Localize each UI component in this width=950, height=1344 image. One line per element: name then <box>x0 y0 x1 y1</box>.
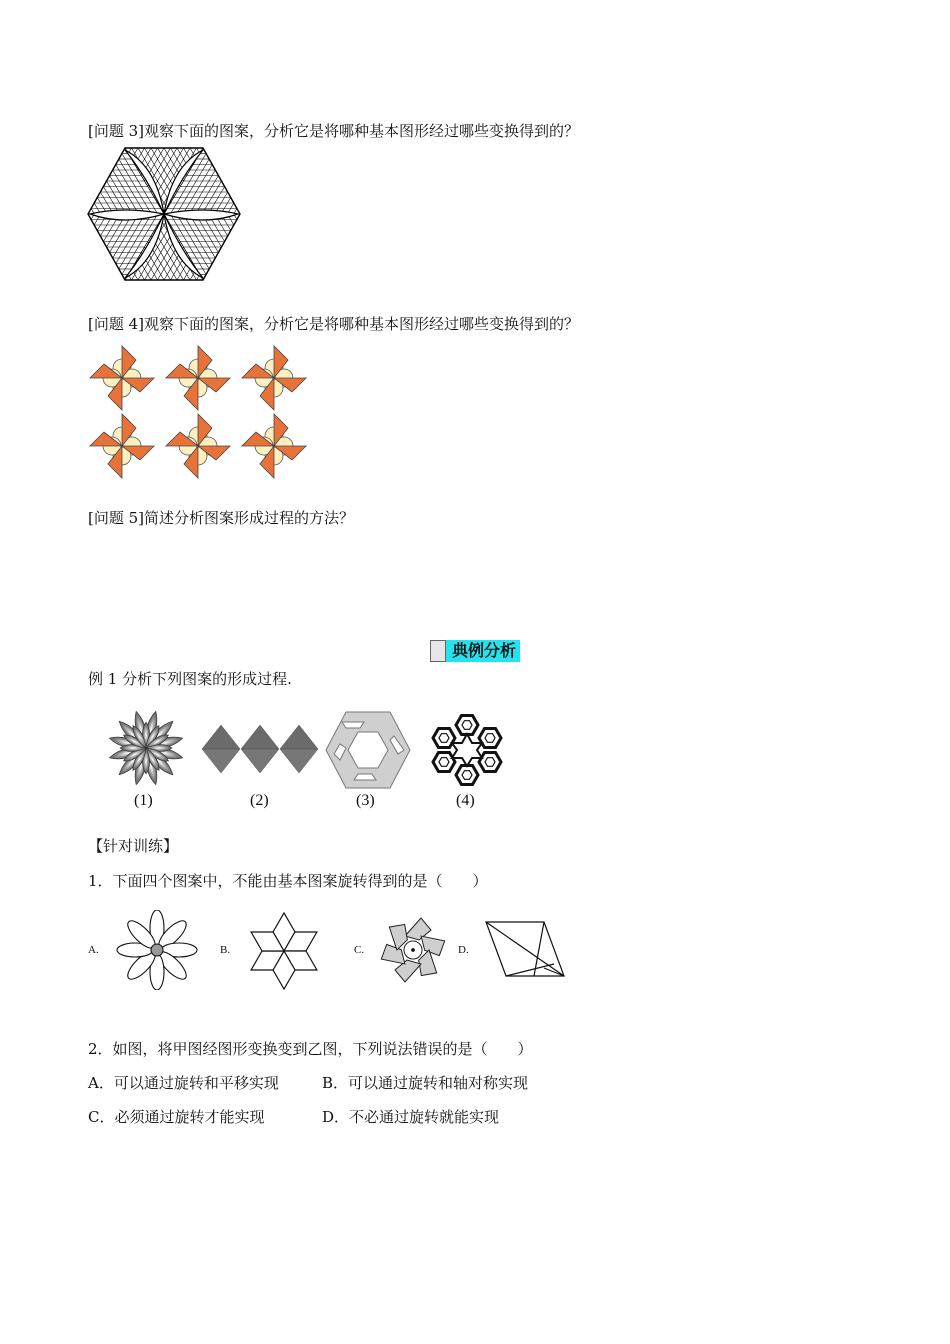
section-heading-text: 典例分析 <box>446 640 520 662</box>
section-heading-marker <box>430 640 446 662</box>
hexagon-string-art-figure <box>86 146 242 282</box>
question-5: [问题 5]简述分析图案形成过程的方法？ <box>88 509 355 527</box>
example1-figure-3-hexagon-ribbon <box>324 710 412 790</box>
exercise1-option-d-label: D. <box>458 944 469 956</box>
exercise1-option-b-star <box>244 910 324 992</box>
exercise2-choice-a: A．可以通过旋转和平移实现 <box>88 1074 279 1092</box>
example1-figure-2-triangles <box>202 724 318 774</box>
example1-caption-2: (2) <box>250 792 269 809</box>
exercise1-option-c-label: C. <box>354 944 365 956</box>
example1-figure-1-flower <box>100 708 192 788</box>
pinwheel-pattern-figure <box>86 342 316 482</box>
example1-caption-1: (1) <box>134 792 153 809</box>
exercise-1: 1．下面四个图案中，不能由基本图案旋转得到的是（ ） <box>88 872 488 890</box>
exercise1-option-d-parallelogram <box>484 920 566 978</box>
example-1: 例 1 分析下列图案的形成过程. <box>88 670 292 688</box>
example1-caption-3: (3) <box>356 792 375 809</box>
exercise2-choice-d: D．不必通过旋转就能实现 <box>322 1108 500 1126</box>
exercise2-choice-c: C．必须通过旋转才能实现 <box>88 1108 265 1126</box>
exercise1-option-c-pinwheel <box>376 914 450 986</box>
example1-caption-4: (4) <box>456 792 475 809</box>
question-3: [问题 3]观察下面的图案，分析它是将哪种基本图形经过哪些变换得到的？ <box>88 122 580 140</box>
exercise1-option-a-flower <box>110 910 204 990</box>
example1-figure-4-hexagon-star <box>424 712 510 788</box>
question-4: [问题 4]观察下面的图案，分析它是将哪种基本图形经过哪些变换得到的？ <box>88 315 580 333</box>
section-heading <box>430 640 520 662</box>
training-heading: 【针对训练】 <box>88 837 179 855</box>
exercise2-choice-b: B．可以通过旋转和轴对称实现 <box>322 1074 529 1092</box>
exercise1-option-a-label: A. <box>88 944 99 956</box>
exercise1-option-b-label: B. <box>220 944 231 956</box>
exercise-2: 2．如图，将甲图经图形变换变到乙图，下列说法错误的是（ ） <box>88 1040 533 1058</box>
